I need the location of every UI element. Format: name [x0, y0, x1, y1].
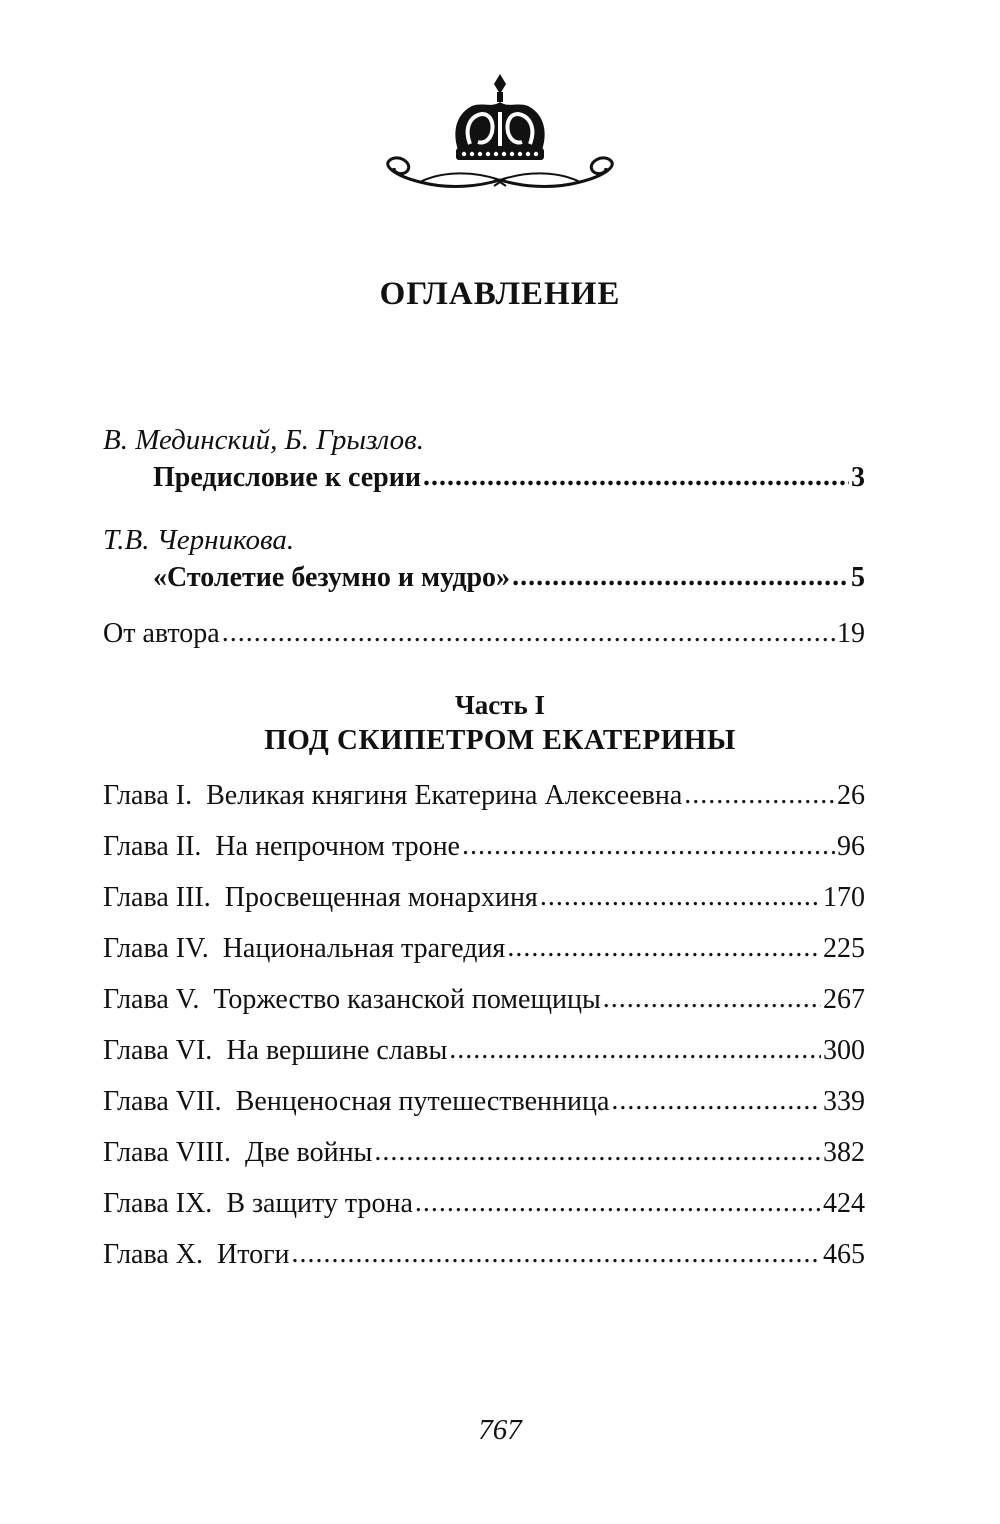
entry-title: На непрочном троне: [215, 831, 460, 862]
toc-heading: ОГЛАВЛЕНИЕ: [379, 276, 621, 312]
dot-leader: [684, 779, 835, 811]
part-title: ПОД СКИПЕТРОМ ЕКАТЕРИНЫ: [264, 724, 736, 756]
toc-entry-chapter[interactable]: [103, 1239, 865, 1275]
entry-page-number: 170: [823, 882, 865, 913]
entry-page-number: 19: [837, 618, 865, 649]
entry-title: На вершине славы: [226, 1035, 448, 1066]
dot-leader: [611, 1085, 821, 1117]
chapter-number: Глава I.: [103, 780, 193, 811]
entry-title: Национальная трагедия: [222, 933, 506, 964]
entry-title: Просвещенная монархиня: [224, 882, 538, 913]
chapter-number: Глава V.: [103, 984, 200, 1015]
entry-title: Венценосная путешественница: [235, 1086, 610, 1117]
toc-entry-chapter[interactable]: [103, 933, 865, 969]
toc-entry-chapter[interactable]: [103, 1086, 865, 1122]
dot-leader: [462, 830, 835, 862]
entry-page-number: 465: [823, 1239, 865, 1270]
toc-entry-chapter[interactable]: [103, 882, 865, 918]
entry-page-number: 26: [837, 780, 865, 811]
entry-page-number: 96: [837, 831, 865, 862]
toc-entry-chapter[interactable]: [103, 1035, 865, 1071]
entry-page-number: 267: [823, 984, 865, 1015]
part-label: Часть I: [454, 690, 546, 720]
chapter-number: Глава VI.: [103, 1035, 213, 1066]
entry-page-number: 3: [851, 462, 865, 493]
crown-ornament-icon: [360, 62, 640, 202]
entry-page-number: 5: [851, 562, 865, 593]
toc-entry-chapter[interactable]: [103, 984, 865, 1020]
chapter-number: Глава III.: [103, 882, 211, 913]
chapter-number: Глава VII.: [103, 1086, 222, 1117]
entry-page-number: 382: [823, 1137, 865, 1168]
entry-title: Две войны: [244, 1137, 373, 1168]
author-line: В. Мединский, Б. Грызлов.: [103, 424, 424, 456]
dot-leader: [292, 1238, 821, 1270]
entry-title: Торжество казанской помещицы: [213, 984, 601, 1015]
dot-leader: [540, 881, 821, 913]
entry-title: В защиту трона: [226, 1188, 413, 1219]
toc-entry-chapter[interactable]: [103, 1137, 865, 1173]
entry-page-number: 300: [823, 1035, 865, 1066]
toc-entry-intro[interactable]: [153, 562, 865, 598]
entry-title: «Столетие безумно и мудро»: [153, 562, 511, 593]
entry-title: Итоги: [216, 1239, 290, 1270]
chapter-number: Глава IX.: [103, 1188, 213, 1219]
dot-leader: [415, 1187, 821, 1219]
dot-leader: [449, 1034, 821, 1066]
dot-leader: [512, 561, 849, 593]
page-number: 767: [478, 1414, 522, 1446]
toc-entry-chapter[interactable]: [103, 780, 865, 816]
toc-entry-chapter[interactable]: [103, 831, 865, 867]
author-line: Т.В. Черникова.: [103, 524, 295, 556]
toc-entry-chapter[interactable]: [103, 1188, 865, 1224]
dot-leader: [374, 1136, 821, 1168]
chapter-number: Глава II.: [103, 831, 202, 862]
dot-leader: [603, 983, 821, 1015]
chapter-number: Глава X.: [103, 1239, 203, 1270]
chapter-number: Глава IV.: [103, 933, 209, 964]
chapter-number: Глава VIII.: [103, 1137, 231, 1168]
dot-leader: [222, 617, 835, 649]
dot-leader: [507, 932, 821, 964]
entry-title: От автора: [103, 618, 220, 649]
entry-title: Великая княгиня Екатерина Алексеевна: [206, 780, 683, 811]
toc-entry-from-author[interactable]: [103, 618, 865, 654]
toc-entry-preface[interactable]: [153, 462, 865, 498]
entry-page-number: 424: [823, 1188, 865, 1219]
entry-page-number: 225: [823, 933, 865, 964]
dot-leader: [423, 461, 849, 493]
entry-page-number: 339: [823, 1086, 865, 1117]
entry-title: Предисловие к серии: [153, 462, 421, 493]
